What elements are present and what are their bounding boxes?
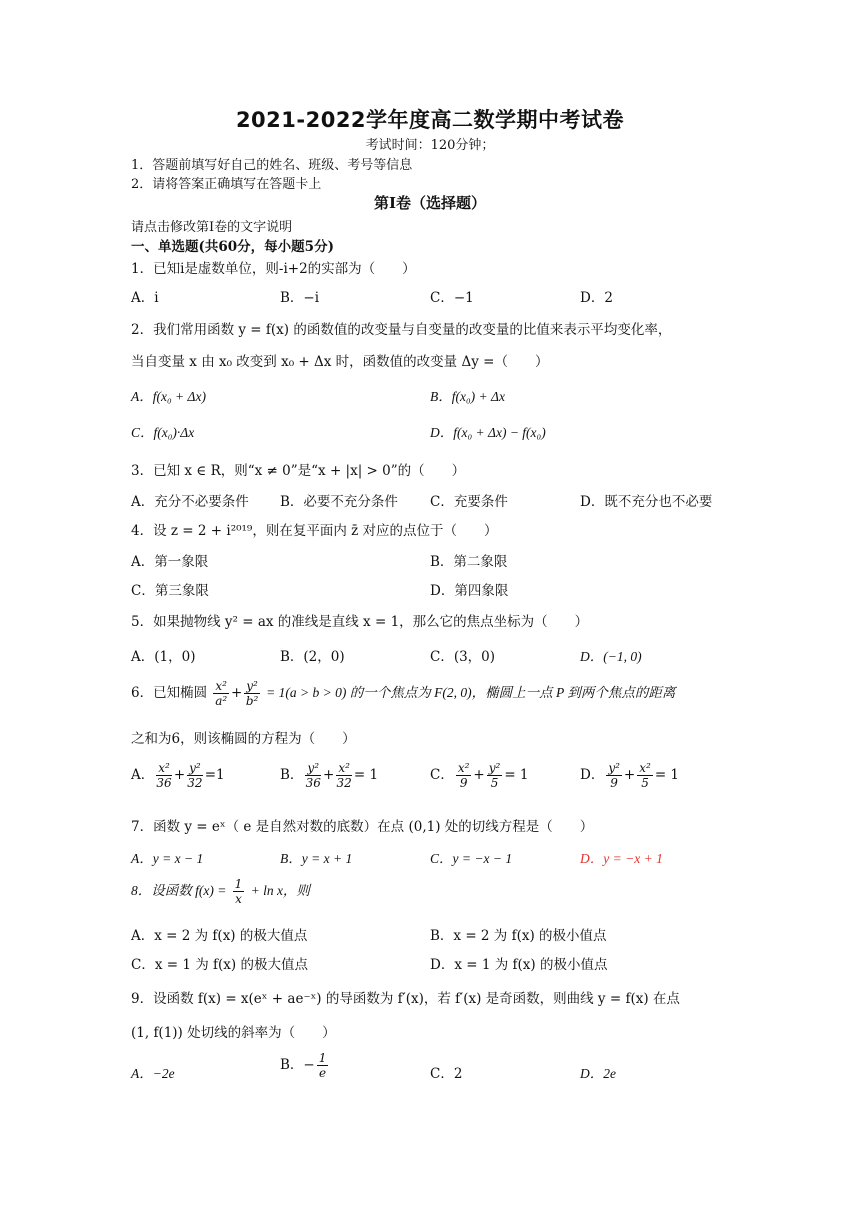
question-8-option-d: D．x = 1 为 f(x) 的极小值点 [430,957,608,973]
question-3-option-b: B．必要不充分条件 [280,494,398,510]
question-8-option-c: C．x = 1 为 f(x) 的极大值点 [131,957,308,973]
question-8-option-a: A．x = 2 为 f(x) 的极大值点 [131,928,308,944]
section-heading: 一、单选题(共60分，每小题5分) [131,239,334,255]
question-2-option-c: C．f(x₀)·Δx [131,425,195,440]
instruction-2: 2．请将答案正确填写在答题卡上 [131,177,322,192]
question-9-option-a: A．−2e [131,1066,175,1081]
question-7-stem: 7．函数 y = eˣ（ e 是自然对数的底数）在点 (0,1) 处的切线方程是（ ） [131,819,594,835]
question-6-option-d-label: D． [580,767,605,783]
question-9-option-c: C．2 [430,1066,463,1082]
question-5-option-b: B．(2，0) [280,649,345,665]
question-5-option-c: C．(3，0) [430,649,496,665]
question-4-option-d: D．第四象限 [430,583,509,599]
ellipse-x-term: $\frac{\text{x²}}{\text{a²}}$ [215,679,228,708]
question-4-option-b: B．第二象限 [430,554,508,570]
question-6-option-c-label: C． [430,767,454,783]
question-8-stem [131,878,310,905]
question-8-stem-prefix: 8．设函数 f(x) = [131,883,227,898]
question-6-option-c: C． $\frac{\text{x²}}{9}$ + $\frac{\text{y²}}{5}$ = 1 [430,761,529,790]
question-6-option-d: D． $\frac{\text{y²}}{9}$ + $\frac{\text{x²}}{5}$ = 1 [580,761,680,790]
question-1-option-d: D．2 [580,290,613,306]
question-7-option-a: A．y = x − 1 [131,851,204,866]
question-6-stem-prefix: 6．已知椭圆 [131,685,208,701]
question-9-option-b: B．− $\frac{1}{e}$ [280,1051,327,1080]
question-3-option-a: A．充分不必要条件 [131,494,249,510]
exam-time: 考试时间：120分钟； [365,138,495,153]
instruction-1: 1．答题前填写好自己的姓名、班级、考号等信息 [131,158,413,173]
ellipse-y-term: $\frac{\text{y²}}{\text{b²}}$ [245,679,259,708]
question-1-option-a: A．i [131,290,159,306]
question-6-option-b-label: B． [280,767,304,783]
question-8-option-b: B．x = 2 为 f(x) 的极小值点 [430,928,607,944]
question-3-stem: 3．已知 x ∈ R，则“x ≠ 0”是“x + |x| > 0”的（ ） [131,463,466,479]
question-6-option-b: B． $\frac{\text{y²}}{36}$ + $\frac{\text{x²}}{32}$ = 1 [280,761,379,790]
question-5-option-d: D．(−1, 0) [580,649,642,664]
question-9-stem-line-1: 9．设函数 f(x) = x(eˣ + ae⁻ˣ) 的导函数为 f′(x)，若 f′(x) 是奇函数，则曲线 y = f(x) 在点 [131,991,680,1007]
question-8-stem-suffix: + ln x，则 [250,883,310,898]
question-6-stem-line-2: 之和为6，则该椭圆的方程为（ ） [131,731,356,747]
question-6-option-a: A． $\frac{\text{x²}}{36}$ + $\frac{\text{y²}}{32}$ =1 [131,761,225,790]
question-6-stem-line-1: 6．已知椭圆 $\frac{\text{x²}}{\text{a²}}$ + $\frac{\text{y²}}{\text{b²}}$ = 1(a > b > 0) 的一个焦点为 F(2, 0)，椭圆上一点 P 到两个焦点的距离 [131,679,676,708]
question-2-option-a: A．f(x₀ + Δx) [131,389,206,404]
question-9-option-d: D．2e [580,1066,616,1081]
question-1-option-b: B．−i [280,290,320,306]
question-7-option-c: C．y = −x − 1 [430,851,513,866]
question-3-option-c: C．充要条件 [430,494,508,510]
question-4-option-a: A．第一象限 [131,554,209,570]
question-7-option-b: B．y = x + 1 [280,851,353,866]
question-1-stem: 1．已知i是虚数单位，则-i+2的实部为（ ） [131,261,416,277]
question-4-stem: 4．设 z = 2 + i²⁰¹⁹，则在复平面内 z̄ 对应的点位于（ ） [131,523,498,539]
question-5-stem: 5．如果抛物线 y² = ax 的准线是直线 x = 1，那么它的焦点坐标为（ ） [131,614,589,630]
question-6-option-a-label: A． [131,767,155,783]
question-2-stem-line-1: 2．我们常用函数 y = f(x) 的函数值的改变量与自变量的改变量的比值来表示平均变化率， [131,322,672,338]
question-7-option-d-answer: D．y = −x + 1 [580,851,663,866]
part-note: 请点击修改第I卷的文字说明 [131,220,293,235]
question-9-option-b-label: B．− [280,1057,315,1073]
question-2-option-b: B．f(x₀) + Δx [430,389,505,404]
exam-title: 2021-2022学年度高二数学期中考试卷 [235,108,625,132]
one-over-x: $\frac{1}{x}$ [234,877,243,906]
question-3-option-d: D．既不充分也不必要 [580,494,713,510]
question-2-stem-line-2: 当自变量 x 由 x₀ 改变到 x₀ + Δx 时，函数值的改变量 Δy =（ ） [131,354,549,370]
question-9-stem-line-2: (1, f(1)) 处切线的斜率为（ ） [131,1025,336,1041]
question-1-option-c: C．−1 [430,290,474,306]
question-5-option-a: A．(1，0) [131,649,196,665]
question-4-option-c: C．第三象限 [131,583,209,599]
question-2-option-d: D．f(x₀ + Δx) − f(x₀) [430,425,546,440]
part-heading: 第I卷（选择题） [373,194,487,212]
question-6-stem-suffix: = 1(a > b > 0) 的一个焦点为 F(2, 0)，椭圆上一点 P 到两个焦点的距离 [266,685,676,700]
